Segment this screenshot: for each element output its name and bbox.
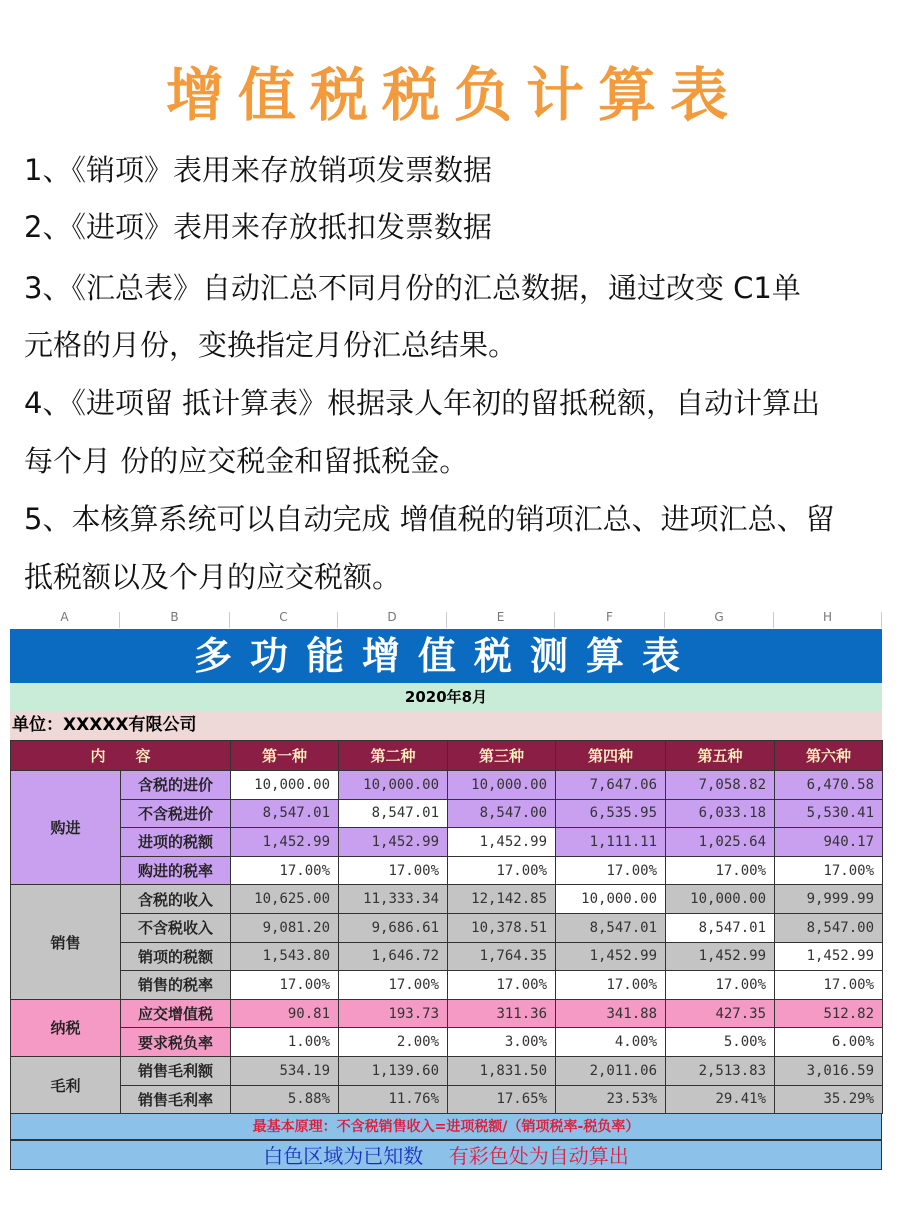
column-header-F[interactable]: F — [555, 612, 665, 628]
intro-line: 每个月 份的应交税金和留抵税金。 — [24, 444, 469, 478]
group-label: 购进 — [11, 771, 121, 885]
header-row — [11, 741, 883, 771]
table-row — [11, 799, 883, 828]
value-cell[interactable]: 341.88 — [556, 999, 666, 1028]
value-cell[interactable]: 534.19 — [231, 1056, 339, 1085]
auto-note: 有彩色处为自动算出 — [448, 1144, 629, 1168]
value-cell[interactable]: 5.88% — [231, 1085, 339, 1114]
header-type: 第五种 — [666, 741, 775, 771]
value-cell[interactable]: 8,547.01 — [231, 799, 339, 828]
value-cell[interactable]: 940.17 — [775, 828, 883, 857]
tax-table — [10, 740, 883, 1114]
value-cell[interactable]: 1,452.99 — [556, 942, 666, 971]
table-row — [11, 771, 883, 800]
column-header-B[interactable]: B — [120, 612, 230, 628]
value-cell[interactable]: 3,016.59 — [775, 1056, 883, 1085]
value-cell[interactable]: 17.00% — [231, 971, 339, 1000]
intro-line: 1、《销项》表用来存放销项发票数据 — [24, 153, 492, 187]
header-content: 内 容 — [11, 741, 231, 771]
row-label: 要求税负率 — [121, 1028, 231, 1057]
value-cell[interactable]: 1,452.99 — [339, 828, 448, 857]
value-cell[interactable]: 4.00% — [556, 1028, 666, 1057]
value-cell[interactable]: 17.00% — [556, 971, 666, 1000]
table-row — [11, 1056, 883, 1085]
value-cell[interactable]: 6,535.95 — [556, 799, 666, 828]
value-cell[interactable]: 2.00% — [339, 1028, 448, 1057]
value-cell[interactable]: 11.76% — [339, 1085, 448, 1114]
value-cell[interactable]: 10,625.00 — [231, 885, 339, 914]
row-label: 进项的税额 — [121, 828, 231, 857]
value-cell[interactable]: 1,025.64 — [666, 828, 775, 857]
value-cell[interactable]: 1,452.99 — [448, 828, 556, 857]
sheet-date: 2020年8月 — [10, 683, 882, 711]
value-cell[interactable]: 7,647.06 — [556, 771, 666, 800]
value-cell[interactable]: 17.00% — [556, 856, 666, 885]
table-row — [11, 828, 883, 857]
value-cell[interactable]: 6.00% — [775, 1028, 883, 1057]
table-row — [11, 971, 883, 1000]
value-cell[interactable]: 1,646.72 — [339, 942, 448, 971]
row-label: 不含税收入 — [121, 913, 231, 942]
value-cell[interactable]: 17.00% — [666, 971, 775, 1000]
spreadsheet — [0, 612, 908, 1212]
value-cell[interactable]: 17.00% — [231, 856, 339, 885]
value-cell[interactable]: 10,000.00 — [666, 885, 775, 914]
value-cell[interactable]: 1,452.99 — [666, 942, 775, 971]
value-cell[interactable]: 427.35 — [666, 999, 775, 1028]
value-cell[interactable]: 6,470.58 — [775, 771, 883, 800]
value-cell[interactable]: 1,452.99 — [775, 942, 883, 971]
intro-line: 4、《进项留 抵计算表》根据录人年初的留抵税额，自动计算出 — [24, 386, 821, 420]
value-cell[interactable]: 10,000.00 — [556, 885, 666, 914]
value-cell[interactable]: 23.53% — [556, 1085, 666, 1114]
column-headers — [10, 612, 882, 628]
row-label: 含税的收入 — [121, 885, 231, 914]
value-cell[interactable]: 17.00% — [339, 856, 448, 885]
color-legend-note — [10, 1140, 882, 1170]
value-cell[interactable]: 10,000.00 — [231, 771, 339, 800]
value-cell[interactable]: 9,999.99 — [775, 885, 883, 914]
group-label: 毛利 — [11, 1056, 121, 1113]
header-type: 第三种 — [448, 741, 556, 771]
value-cell[interactable]: 2,011.06 — [556, 1056, 666, 1085]
known-note: 白色区域为已知数 — [263, 1144, 424, 1168]
value-cell[interactable]: 2,513.83 — [666, 1056, 775, 1085]
value-cell[interactable]: 193.73 — [339, 999, 448, 1028]
value-cell[interactable]: 10,378.51 — [448, 913, 556, 942]
value-cell[interactable]: 11,333.34 — [339, 885, 448, 914]
page-heading: 增值税税负计算表 — [165, 61, 742, 129]
value-cell[interactable]: 35.29% — [775, 1085, 883, 1114]
table-row — [11, 942, 883, 971]
value-cell[interactable]: 17.65% — [448, 1085, 556, 1114]
intro-line: 3、《汇总表》自动汇总不同月份的汇总数据，通过改变 C1单 — [24, 271, 801, 305]
row-label: 销项的税额 — [121, 942, 231, 971]
value-cell[interactable]: 9,686.61 — [339, 913, 448, 942]
header-type: 第二种 — [339, 741, 448, 771]
column-header-G[interactable]: G — [665, 612, 774, 628]
table-row — [11, 1028, 883, 1057]
value-cell[interactable]: 90.81 — [231, 999, 339, 1028]
value-cell[interactable]: 17.00% — [666, 856, 775, 885]
column-header-C[interactable]: C — [230, 612, 338, 628]
sheet-unit: 单位：XXXXX有限公司 — [10, 711, 882, 740]
header-type: 第一种 — [231, 741, 339, 771]
row-label: 应交增值税 — [121, 999, 231, 1028]
intro-line: 元格的月份，变换指定月份汇总结果。 — [24, 328, 518, 362]
formula-note: 最基本原理：不含税销售收入=进项税额/（销项税率-税负率） — [10, 1113, 882, 1140]
value-cell[interactable]: 1,543.80 — [231, 942, 339, 971]
value-cell[interactable]: 8,547.00 — [775, 913, 883, 942]
row-label: 销售毛利额 — [121, 1056, 231, 1085]
value-cell[interactable]: 1,831.50 — [448, 1056, 556, 1085]
value-cell[interactable]: 311.36 — [448, 999, 556, 1028]
value-cell[interactable]: 17.00% — [775, 971, 883, 1000]
header-type: 第四种 — [556, 741, 666, 771]
value-cell[interactable]: 6,033.18 — [666, 799, 775, 828]
value-cell[interactable]: 17.00% — [339, 971, 448, 1000]
intro-line: 5、本核算系统可以自动完成 增值税的销项汇总、进项汇总、留 — [24, 502, 835, 536]
row-label: 购进的税率 — [121, 856, 231, 885]
value-cell[interactable]: 10,000.00 — [339, 771, 448, 800]
group-label: 纳税 — [11, 999, 121, 1056]
column-header-H[interactable]: H — [774, 612, 882, 628]
table-row — [11, 913, 883, 942]
table-row — [11, 856, 883, 885]
column-header-D[interactable]: D — [338, 612, 447, 628]
value-cell[interactable]: 3.00% — [448, 1028, 556, 1057]
value-cell[interactable]: 5.00% — [666, 1028, 775, 1057]
column-header-E[interactable]: E — [447, 612, 555, 628]
row-label: 不含税进价 — [121, 799, 231, 828]
value-cell[interactable]: 5,530.41 — [775, 799, 883, 828]
value-cell[interactable]: 1,111.11 — [556, 828, 666, 857]
intro-line: 抵税额以及个月的应交税额。 — [24, 560, 402, 594]
value-cell[interactable]: 17.00% — [775, 856, 883, 885]
column-header-A[interactable]: A — [10, 612, 120, 628]
value-cell[interactable]: 17.00% — [448, 856, 556, 885]
table-row — [11, 999, 883, 1028]
intro-line: 2、《进项》表用来存放抵扣发票数据 — [24, 210, 492, 244]
value-cell[interactable]: 12,142.85 — [448, 885, 556, 914]
value-cell[interactable]: 1,139.60 — [339, 1056, 448, 1085]
value-cell[interactable]: 8,547.00 — [448, 799, 556, 828]
value-cell[interactable]: 8,547.01 — [339, 799, 448, 828]
value-cell[interactable]: 7,058.82 — [666, 771, 775, 800]
sheet-title: 多功能增值税测算表 — [10, 629, 882, 683]
row-label: 含税的进价 — [121, 771, 231, 800]
value-cell[interactable]: 10,000.00 — [448, 771, 556, 800]
table-row — [11, 1085, 883, 1114]
value-cell[interactable]: 512.82 — [775, 999, 883, 1028]
header-type: 第六种 — [775, 741, 883, 771]
value-cell[interactable]: 1,452.99 — [231, 828, 339, 857]
row-label: 销售毛利率 — [121, 1085, 231, 1114]
row-label: 销售的税率 — [121, 971, 231, 1000]
table-row — [11, 885, 883, 914]
value-cell[interactable]: 8,547.01 — [556, 913, 666, 942]
value-cell[interactable]: 29.41% — [666, 1085, 775, 1114]
value-cell[interactable]: 9,081.20 — [231, 913, 339, 942]
value-cell[interactable]: 1.00% — [231, 1028, 339, 1057]
value-cell[interactable]: 17.00% — [448, 971, 556, 1000]
value-cell[interactable]: 8,547.01 — [666, 913, 775, 942]
value-cell[interactable]: 1,764.35 — [448, 942, 556, 971]
group-label: 销售 — [11, 885, 121, 999]
